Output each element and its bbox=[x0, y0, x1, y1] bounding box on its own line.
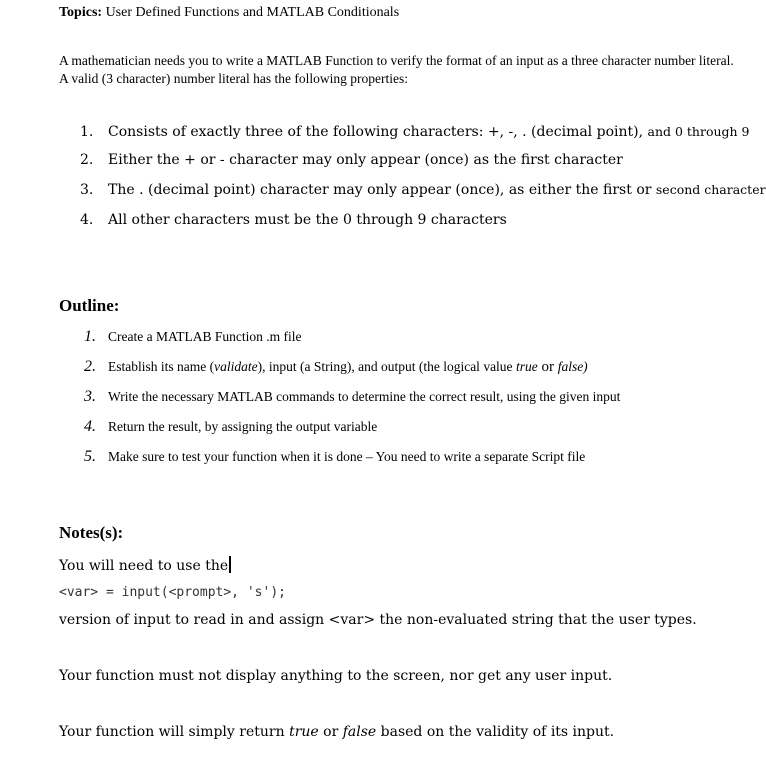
list-item: 3. The . (decimal point) character may only appear (once), as either the first or second character bbox=[80, 182, 766, 198]
outline-heading: Outline: bbox=[59, 296, 120, 315]
topics-label: Topics: bbox=[59, 5, 103, 20]
notes-heading: Notes(s): bbox=[59, 523, 124, 542]
text-cursor bbox=[229, 556, 231, 573]
intro-paragraph: A mathematician needs you to write a MATLAB Function to verify the format of an input as a three character number literal. A valid (3 character) number literal has the following properties: bbox=[59, 53, 734, 86]
list-item: 1. Create a MATLAB Function .m file bbox=[84, 328, 302, 345]
notes-line-4: Your function must not display anything to the screen, nor get any user input. bbox=[59, 668, 613, 684]
notes-line-5: Your function will simply return true or false based on the validity of its input. bbox=[59, 724, 615, 740]
list-item: 4. Return the result, by assigning the output variable bbox=[84, 418, 378, 435]
notes-line-3: version of input to read in and assign <var> the non-evaluated string that the user types. bbox=[59, 612, 697, 628]
list-item: 3. Write the necessary MATLAB commands to determine the correct result, using the given input bbox=[84, 388, 621, 405]
list-item: 4. All other characters must be the 0 through 9 characters bbox=[80, 212, 507, 228]
list-item: 2. Either the + or - character may only appear (once) as the first character bbox=[80, 152, 623, 168]
topics-line bbox=[59, 5, 399, 21]
list-item: 5. Make sure to test your function when it is done – You need to write a separate Script file bbox=[84, 448, 586, 465]
topics-text: User Defined Functions and MATLAB Conditionals bbox=[102, 5, 400, 20]
notes-line-1: You will need to use the bbox=[59, 556, 231, 574]
code-snippet: <var> = input(<prompt>, 's'); bbox=[59, 585, 286, 600]
list-item: 1. Consists of exactly three of the following characters: +, -, . (decimal point), and 0 through 9 bbox=[80, 124, 750, 140]
list-item: 2. Establish its name (validate), input (a String), and output (the logical value true or false) bbox=[84, 358, 588, 375]
